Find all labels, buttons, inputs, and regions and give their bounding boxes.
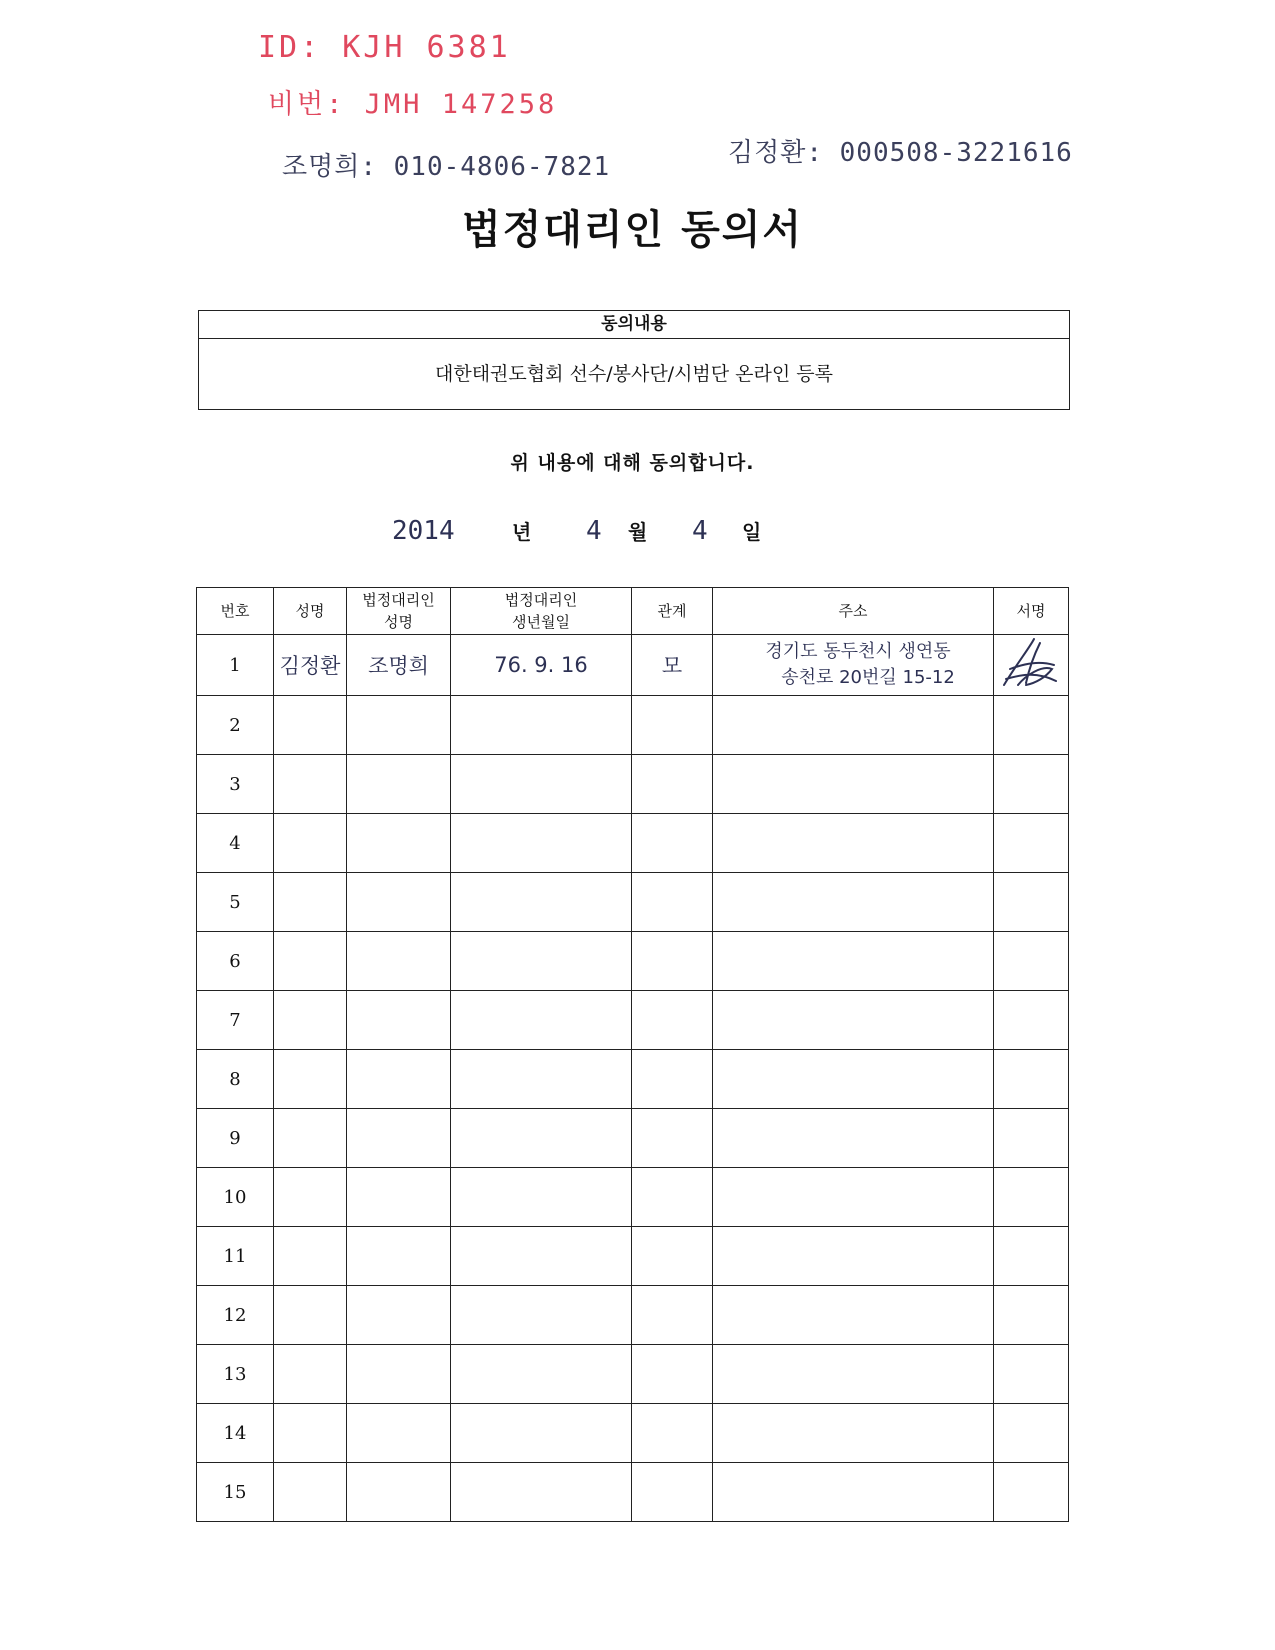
row-no: 6 [197, 932, 274, 991]
handwritten-child-id: 김정환: 000508-3221616 [728, 138, 1073, 168]
row-name: 김정환 [274, 635, 347, 696]
header-name: 성명 [274, 588, 347, 635]
table-row [197, 1404, 1069, 1463]
agree-statement: 위 내용에 대해 동의합니다. [510, 452, 755, 474]
header-guardian-name [347, 588, 451, 635]
table-row [197, 932, 1069, 991]
header-relation: 관계 [632, 588, 713, 635]
table-row [197, 635, 1069, 696]
row-no: 15 [197, 1463, 274, 1522]
consent-content: 대한태권도협회 선수/봉사단/시범단 온라인 등록 [434, 363, 833, 385]
header-guardian-name-line1: 법정대리인 [362, 591, 435, 609]
header-guardian-birth [451, 588, 632, 635]
table-row [197, 814, 1069, 873]
table-row [197, 1109, 1069, 1168]
header-guardian-birth-line1: 법정대리인 [504, 591, 578, 609]
row-guardian-birth: 76. 9. 16 [451, 635, 632, 696]
header-signature: 서명 [994, 588, 1069, 635]
date-year-label: 년 [512, 520, 532, 544]
handwritten-guardian-phone: 조명희: 010-4806-7821 [282, 152, 611, 182]
row-address [713, 635, 994, 696]
row-no: 7 [197, 991, 274, 1050]
row-no: 12 [197, 1286, 274, 1345]
consent-box [198, 310, 1070, 410]
date-day-value: 4 [692, 516, 708, 546]
header-guardian-birth-line2: 생년월일 [512, 613, 570, 631]
row-address-line1: 경기도 동두천시 생연동 [765, 641, 951, 662]
table-row [197, 696, 1069, 755]
table-row [197, 1168, 1069, 1227]
table-header-row [197, 588, 1069, 635]
row-no: 2 [197, 696, 274, 755]
row-no: 9 [197, 1109, 274, 1168]
row-no: 11 [197, 1227, 274, 1286]
guardian-table [196, 587, 1069, 1522]
signature-scribble [996, 635, 1066, 691]
table-row [197, 1227, 1069, 1286]
row-address-line2: 송천로 20번길 15-12 [781, 667, 955, 688]
consent-header: 동의내용 [199, 311, 1069, 339]
row-no: 3 [197, 755, 274, 814]
row-no: 8 [197, 1050, 274, 1109]
table-row [197, 1286, 1069, 1345]
date-row [0, 510, 1275, 550]
date-day-label: 일 [742, 520, 762, 544]
date-month-value: 4 [586, 516, 602, 546]
header-address: 주소 [713, 588, 994, 635]
row-no: 1 [197, 635, 274, 696]
row-guardian-name: 조명희 [347, 635, 451, 696]
table-row [197, 873, 1069, 932]
header-no: 번호 [197, 588, 274, 635]
header-guardian-name-line2: 성명 [384, 613, 413, 631]
table-row [197, 991, 1069, 1050]
table-row [197, 1463, 1069, 1522]
table-row [197, 1345, 1069, 1404]
row-no: 4 [197, 814, 274, 873]
date-month-label: 월 [628, 520, 648, 544]
row-no: 13 [197, 1345, 274, 1404]
date-year-value: 2014 [392, 516, 455, 546]
handwritten-password-note: 비번: JMH 147258 [268, 89, 558, 120]
handwritten-id-note: ID: KJH 6381 [258, 30, 511, 65]
row-no: 10 [197, 1168, 274, 1227]
row-signature [994, 635, 1069, 696]
page-title: 법정대리인 동의서 [461, 207, 804, 253]
table-row [197, 1050, 1069, 1109]
row-no: 5 [197, 873, 274, 932]
table-row [197, 755, 1069, 814]
row-no: 14 [197, 1404, 274, 1463]
row-relation: 모 [632, 635, 713, 696]
